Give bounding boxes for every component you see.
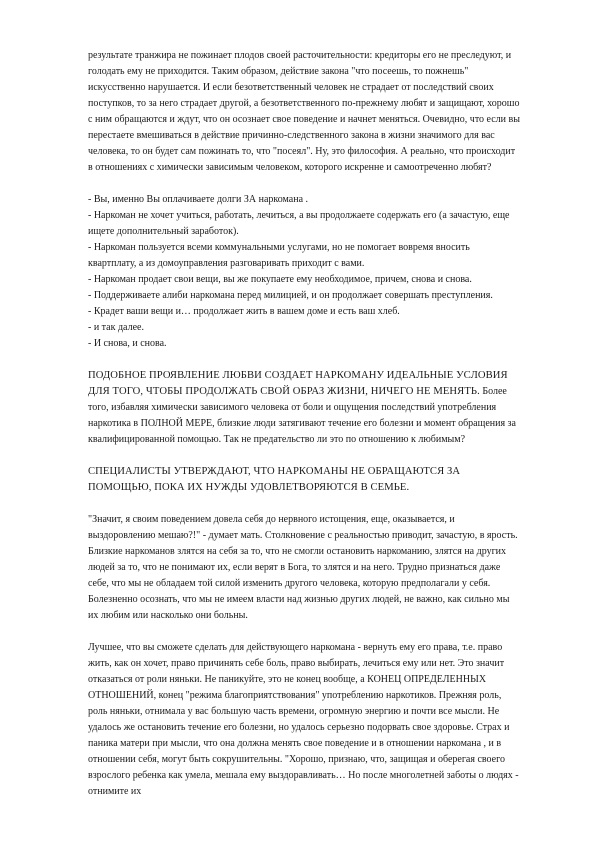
paragraph-gap [88,624,520,640]
paragraph-2 [88,368,520,448]
paragraph-2-caps: ПОДОБНОЕ ПРОЯВЛЕНИЕ ЛЮБВИ СОЗДАЕТ НАРКОМАНУ ИДЕАЛЬНЫЕ УСЛОВИЯ ДЛЯ ТОГО, ЧТОБЫ ПРОДОЛЖАТЬ СВОЙ ОБРАЗ ЖИЗНИ, НИЧЕГО НЕ МЕНЯТЬ. [88,370,508,397]
list-item-6: - Крадет ваши вещи и… продолжает жить в вашем доме и есть ваш хлеб. [88,306,400,317]
list-item-5: - Поддерживаете алиби наркомана перед милицией, и он продолжает совершать преступления. [88,290,493,301]
paragraph-gap [88,496,520,512]
paragraph-3: СПЕЦИАЛИСТЫ УТВЕРЖДАЮТ, ЧТО НАРКОМАНЫ НЕ ОБРАЩАЮТСЯ ЗА ПОМОЩЬЮ, ПОКА ИХ НУЖДЫ УДОВЛЕТВОРЯЮТСЯ В СЕМЬЕ. [88,466,461,493]
list-item-2: - Наркоман не хочет учиться, работать, лечиться, а вы продолжаете содержать его (а зачастую, еще ищете дополнительный заработок). [88,210,510,237]
list-item-7: - и так далее. [88,322,144,333]
paragraph-5: Лучшее, что вы сможете сделать для действующего наркомана - вернуть ему его права, т.е. право жить, как он хочет, право причинять себе боль, право выбирать, лечиться ему или нет. Это значит отказаться от роли няньки. Не паникуйте, это не конец вообще, а КОНЕЦ ОПРЕДЕЛЕННЫХ ОТНОШЕНИЙ, конец "режима благоприятствования" употреблению наркотиков. Прежняя роль, роль няньки, отнимала у вас большую часть времени, огромную энергию и почти все мысли. Не удалось же остановить течение его болезни, но удалось серьезно подорвать свое здоровье. Страх и паника матери при мысли, что она должна менять свое поведение и в отношении наркомана , и в отношении себя, могут быть сокрушительны. "Хорошо, признаю, что, защищая и оберегая своего взрослого ребенка как умела, мешала ему выздоравливать… Но после многолетней заботы о людях - отнимите их [88,642,519,797]
list-item-4: - Наркоман продает свои вещи, вы же покупаете ему необходимое, причем, снова и снова. [88,274,472,285]
paragraph-1: результате транжира не пожинает плодов своей расточительности: кредиторы его не преследуют, и голодать ему не приходится. Таким образом, действие закона "что посеешь, то пожнешь" искусственно нарушается. И если безответственный человек не страдает от последствий своих поступков, то за него страдает другой, а безответственного по-прежнему любят и защищают, хорошо с ним обращаются и ждут, что он осознает свое поведение и начнет меняться. Очевидно, что если вы перестаете вмешиваться в действие причинно-следственного закона в жизни значимого для вас человека, то он будет сам пожинать то, что "посеял". Ну, это философия. А реально, что происходит в отношениях с химически зависимым человеком, которого искренне и самоотреченно любят? [88,50,520,173]
paragraph-gap [88,176,520,192]
paragraph-gap [88,352,520,368]
document-body [88,48,520,800]
paragraph-4: "Значит, я своим поведением довела себя до нервного истощения, еще, оказывается, и выздоровлению мешаю?!" - думает мать. Столкновение с реальностью приводит, зачастую, в ярость. Близкие наркоманов злятся на себя за то, что не смогли остановить наркоманию, злятся на других людей за то, что не понимают их, если верят в Бога, то злятся и на него. Трудно признаться даже себе, что мы не обладаем той силой изменить другого человека, которую предполагали у себя. Болезненно осознать, что мы не имеем власти над жизнью других людей, не важно, как сильно мы их любим или насколько они больны. [88,514,518,621]
list-item-8: - И снова, и снова. [88,338,167,349]
paragraph-2-rest: Более того, избавляя химически зависимого человека от боли и ощущения последствий употребления наркотика в ПОЛНОЙ МЕРЕ, близкие люди затягивают течение его болезни и момент обращения за квалифицированной помощью. Так не предательство ли это по отношению к любимым? [88,386,516,445]
list-item-1: - Вы, именно Вы оплачиваете долги ЗА наркомана . [88,194,309,205]
paragraph-gap [88,448,520,464]
list-item-3: - Наркоман пользуется всеми коммунальными услугами, но не помогает вовремя вносить квартплату, а из домоуправления разговаривать приходит с вами. [88,242,470,269]
